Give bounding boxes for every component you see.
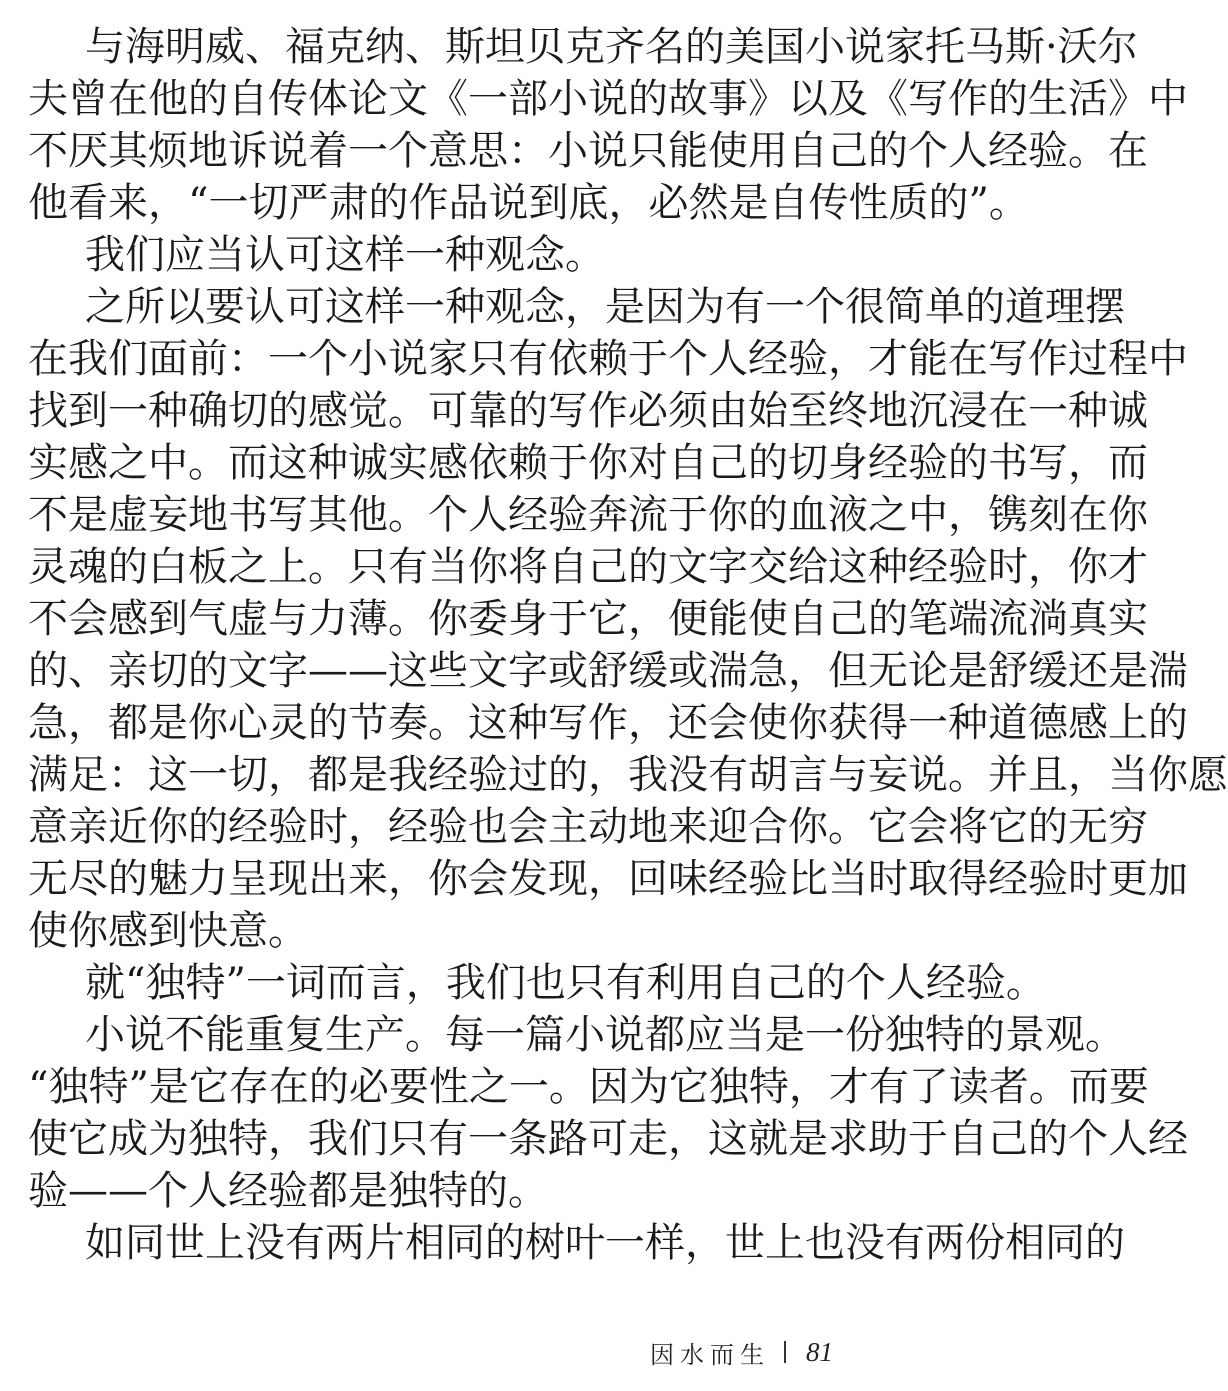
footer-divider [784, 1341, 786, 1363]
page-body [28, 21, 1228, 1269]
text-line: “独特”是它存在的必要性之一。因为它独特，才有了读者。而要 [28, 1064, 1149, 1110]
page-footer [650, 1332, 840, 1372]
text-line: 与海明威、福克纳、斯坦贝克齐名的美国小说家托马斯·沃尔 [85, 24, 1138, 70]
text-line: 使你感到快意。 [28, 908, 308, 954]
text-line: 的、亲切的文字——这些文字或舒缓或湍急，但无论是舒缓还是湍 [28, 648, 1188, 694]
text-line: 实感之中。而这种诚实感依赖于你对自己的切身经验的书写，而 [28, 440, 1148, 486]
text-line: 不是虚妄地书写其他。个人经验奔流于你的血液之中，镌刻在你 [28, 492, 1148, 538]
text-line: 意亲近你的经验时，经验也会主动地来迎合你。它会将它的无穷 [28, 804, 1148, 850]
text-line: 灵魂的白板之上。只有当你将自己的文字交给这种经验时，你才 [28, 544, 1148, 590]
text-line: 就“独特”一词而言，我们也只有利用自己的个人经验。 [85, 960, 1046, 1006]
text-line: 不厌其烦地诉说着一个意思：小说只能使用自己的个人经验。在 [28, 128, 1148, 174]
running-title: 因水而生 [650, 1340, 770, 1369]
text-line: 我们应当认可这样一种观念。 [85, 232, 605, 278]
text-line: 验——个人经验都是独特的。 [28, 1168, 548, 1214]
text-line: 找到一种确切的感觉。可靠的写作必须由始至终地沉浸在一种诚 [28, 388, 1148, 434]
text-line: 如同世上没有两片相同的树叶一样，世上也没有两份相同的 [85, 1220, 1125, 1266]
page-number: 81 [806, 1336, 833, 1367]
text-line: 小说不能重复生产。每一篇小说都应当是一份独特的景观。 [85, 1012, 1125, 1058]
text-line: 急，都是你心灵的节奏。这种写作，还会使你获得一种道德感上的 [28, 700, 1188, 746]
text-line: 他看来，“一切严肃的作品说到底，必然是自传性质的”。 [28, 180, 1029, 226]
text-line: 夫曾在他的自传体论文《一部小说的故事》以及《写作的生活》中 [28, 76, 1188, 122]
text-line: 不会感到气虚与力薄。你委身于它，便能使自己的笔端流淌真实 [28, 596, 1148, 642]
text-line: 使它成为独特，我们只有一条路可走，这就是求助于自己的个人经 [28, 1116, 1188, 1162]
text-line: 满足：这一切，都是我经验过的，我没有胡言与妄说。并且，当你愿 [28, 752, 1228, 798]
text-line: 之所以要认可这样一种观念，是因为有一个很简单的道理摆 [85, 284, 1125, 330]
text-line: 在我们面前：一个小说家只有依赖于个人经验，才能在写作过程中 [28, 336, 1188, 382]
text-line: 无尽的魅力呈现出来，你会发现，回味经验比当时取得经验时更加 [28, 856, 1188, 902]
